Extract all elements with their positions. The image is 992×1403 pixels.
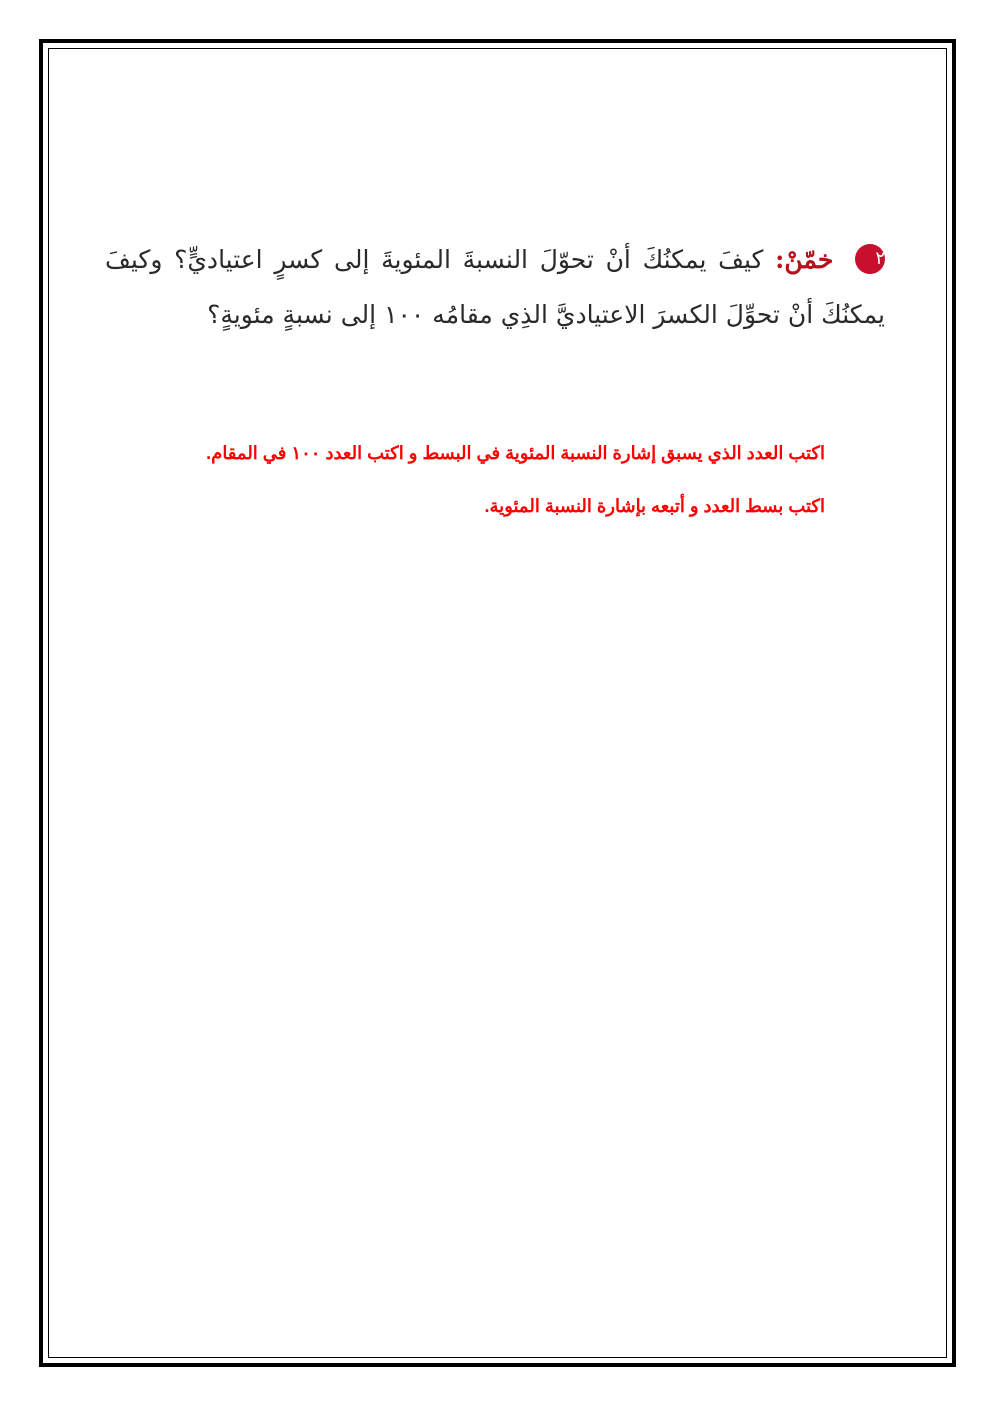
- answer-line-1: اكتب العدد الذي يسبق إشارة النسبة المئوية في البسط و اكتب العدد ١٠٠ في المقام.: [206, 443, 825, 463]
- answer-block: [125, 427, 825, 533]
- answer-line-2: اكتب بسط العدد و أتبعه بإشارة النسبة المئوية.: [484, 496, 825, 516]
- question-block: [105, 232, 885, 342]
- question-number-badge: ٢: [855, 244, 885, 274]
- question-text: كيفَ يمكنُكَ أنْ تحوّلَ النسبةَ المئويةَ إلى كسرٍ اعتياديٍّ؟ وكيفَ يمكنُكَ أنْ تحوِّلَ الكسرَ الاعتياديَّ الذِي مقامُه ١٠٠ إلى نسبةٍ مئويةٍ؟: [105, 245, 885, 329]
- question-label: خمّنْ:: [775, 245, 834, 274]
